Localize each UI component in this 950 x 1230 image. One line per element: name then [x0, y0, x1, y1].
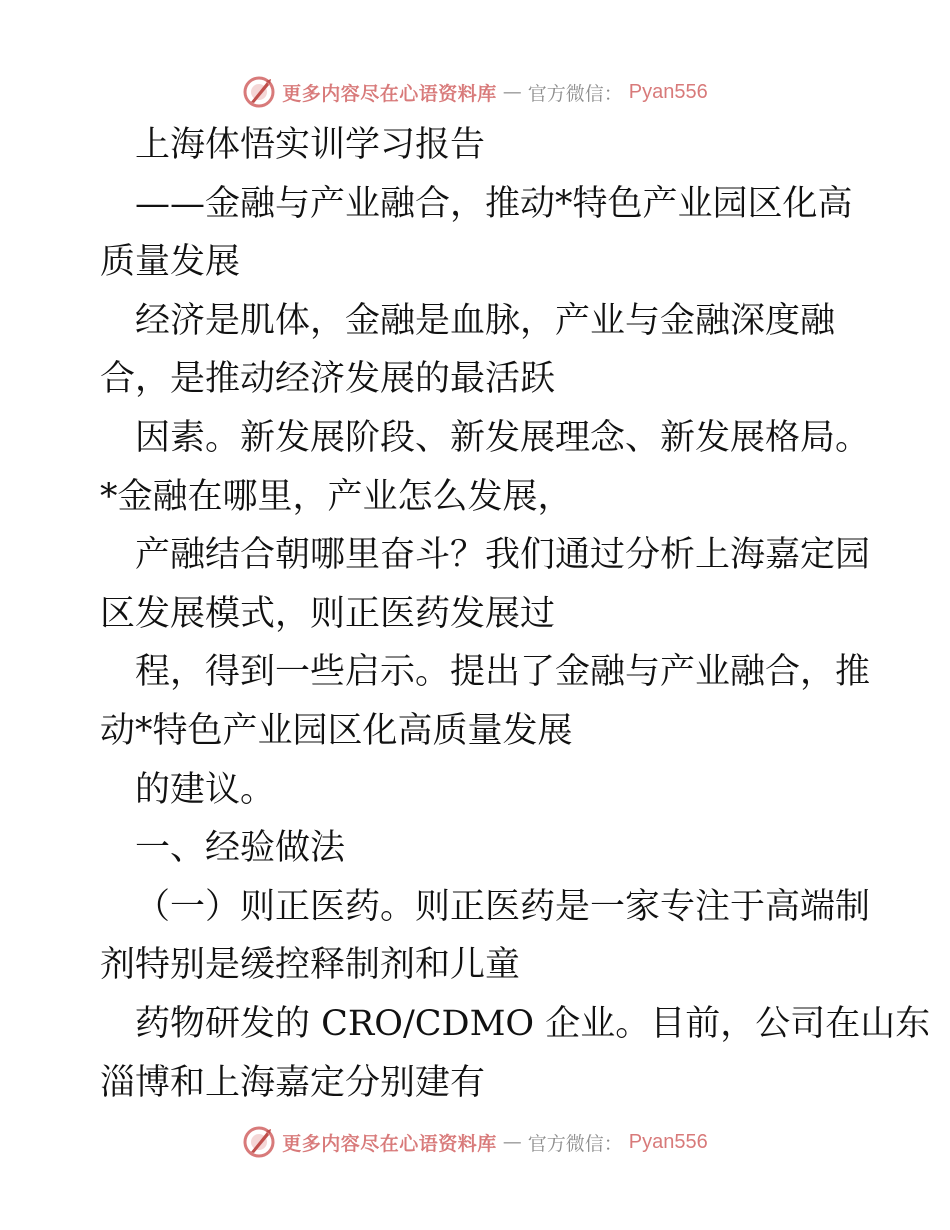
text-line: 淄博和上海嘉定分别建有: [100, 1062, 486, 1103]
watermark-text: 更多内容尽在心语资料库: [282, 82, 497, 105]
document-body: [100, 116, 931, 1112]
text-line: 剂特别是缓控释制剂和儿童: [100, 945, 521, 986]
text-line: （一）则正医药。则正医药是一家专注于高端制: [135, 886, 871, 927]
watermark-text: 更多内容尽在心语资料库: [282, 1132, 497, 1155]
watermark-separator: —: [502, 81, 522, 103]
watermark-separator: —: [502, 1131, 522, 1153]
quill-logo-icon: [242, 75, 276, 109]
text-line: 区发展模式，则正医药发展过: [100, 593, 556, 634]
footer-watermark: [0, 1122, 950, 1162]
text-line: 动*特色产业园区化高质量发展: [100, 710, 573, 751]
watermark-official-label: 官方微信：: [527, 82, 623, 105]
text-line: 上海体悟实训学习报告: [135, 125, 486, 165]
text-line: *金融在哪里，产业怎么发展，: [100, 476, 573, 517]
text-line: 产融结合朝哪里奋斗？我们通过分析上海嘉定园: [135, 535, 871, 576]
text-line: 一、经验做法: [135, 828, 346, 869]
watermark-wechat-id: Pyan556: [628, 1130, 708, 1153]
quill-logo-icon: [242, 1125, 276, 1159]
text-line: 的建议。: [135, 769, 276, 810]
text-line: 经济是肌体，金融是血脉，产业与金融深度融: [135, 300, 836, 341]
text-line: 药物研发的 CRO/CDMO 企业。目前，公司在山东: [135, 1003, 931, 1044]
text-line: 质量发展: [100, 242, 241, 283]
text-line: 程，得到一些启示。提出了金融与产业融合，推: [135, 652, 871, 693]
text-line: 合，是推动经济发展的最活跃: [100, 359, 556, 400]
header-watermark: [0, 72, 950, 112]
watermark-wechat-id: Pyan556: [628, 80, 708, 103]
text-line: 因素。新发展阶段、新发展理念、新发展格局。: [135, 417, 871, 458]
watermark-official-label: 官方微信：: [527, 1132, 623, 1155]
text-line: ——金融与产业融合，推动*特色产业园区化高: [135, 183, 853, 224]
